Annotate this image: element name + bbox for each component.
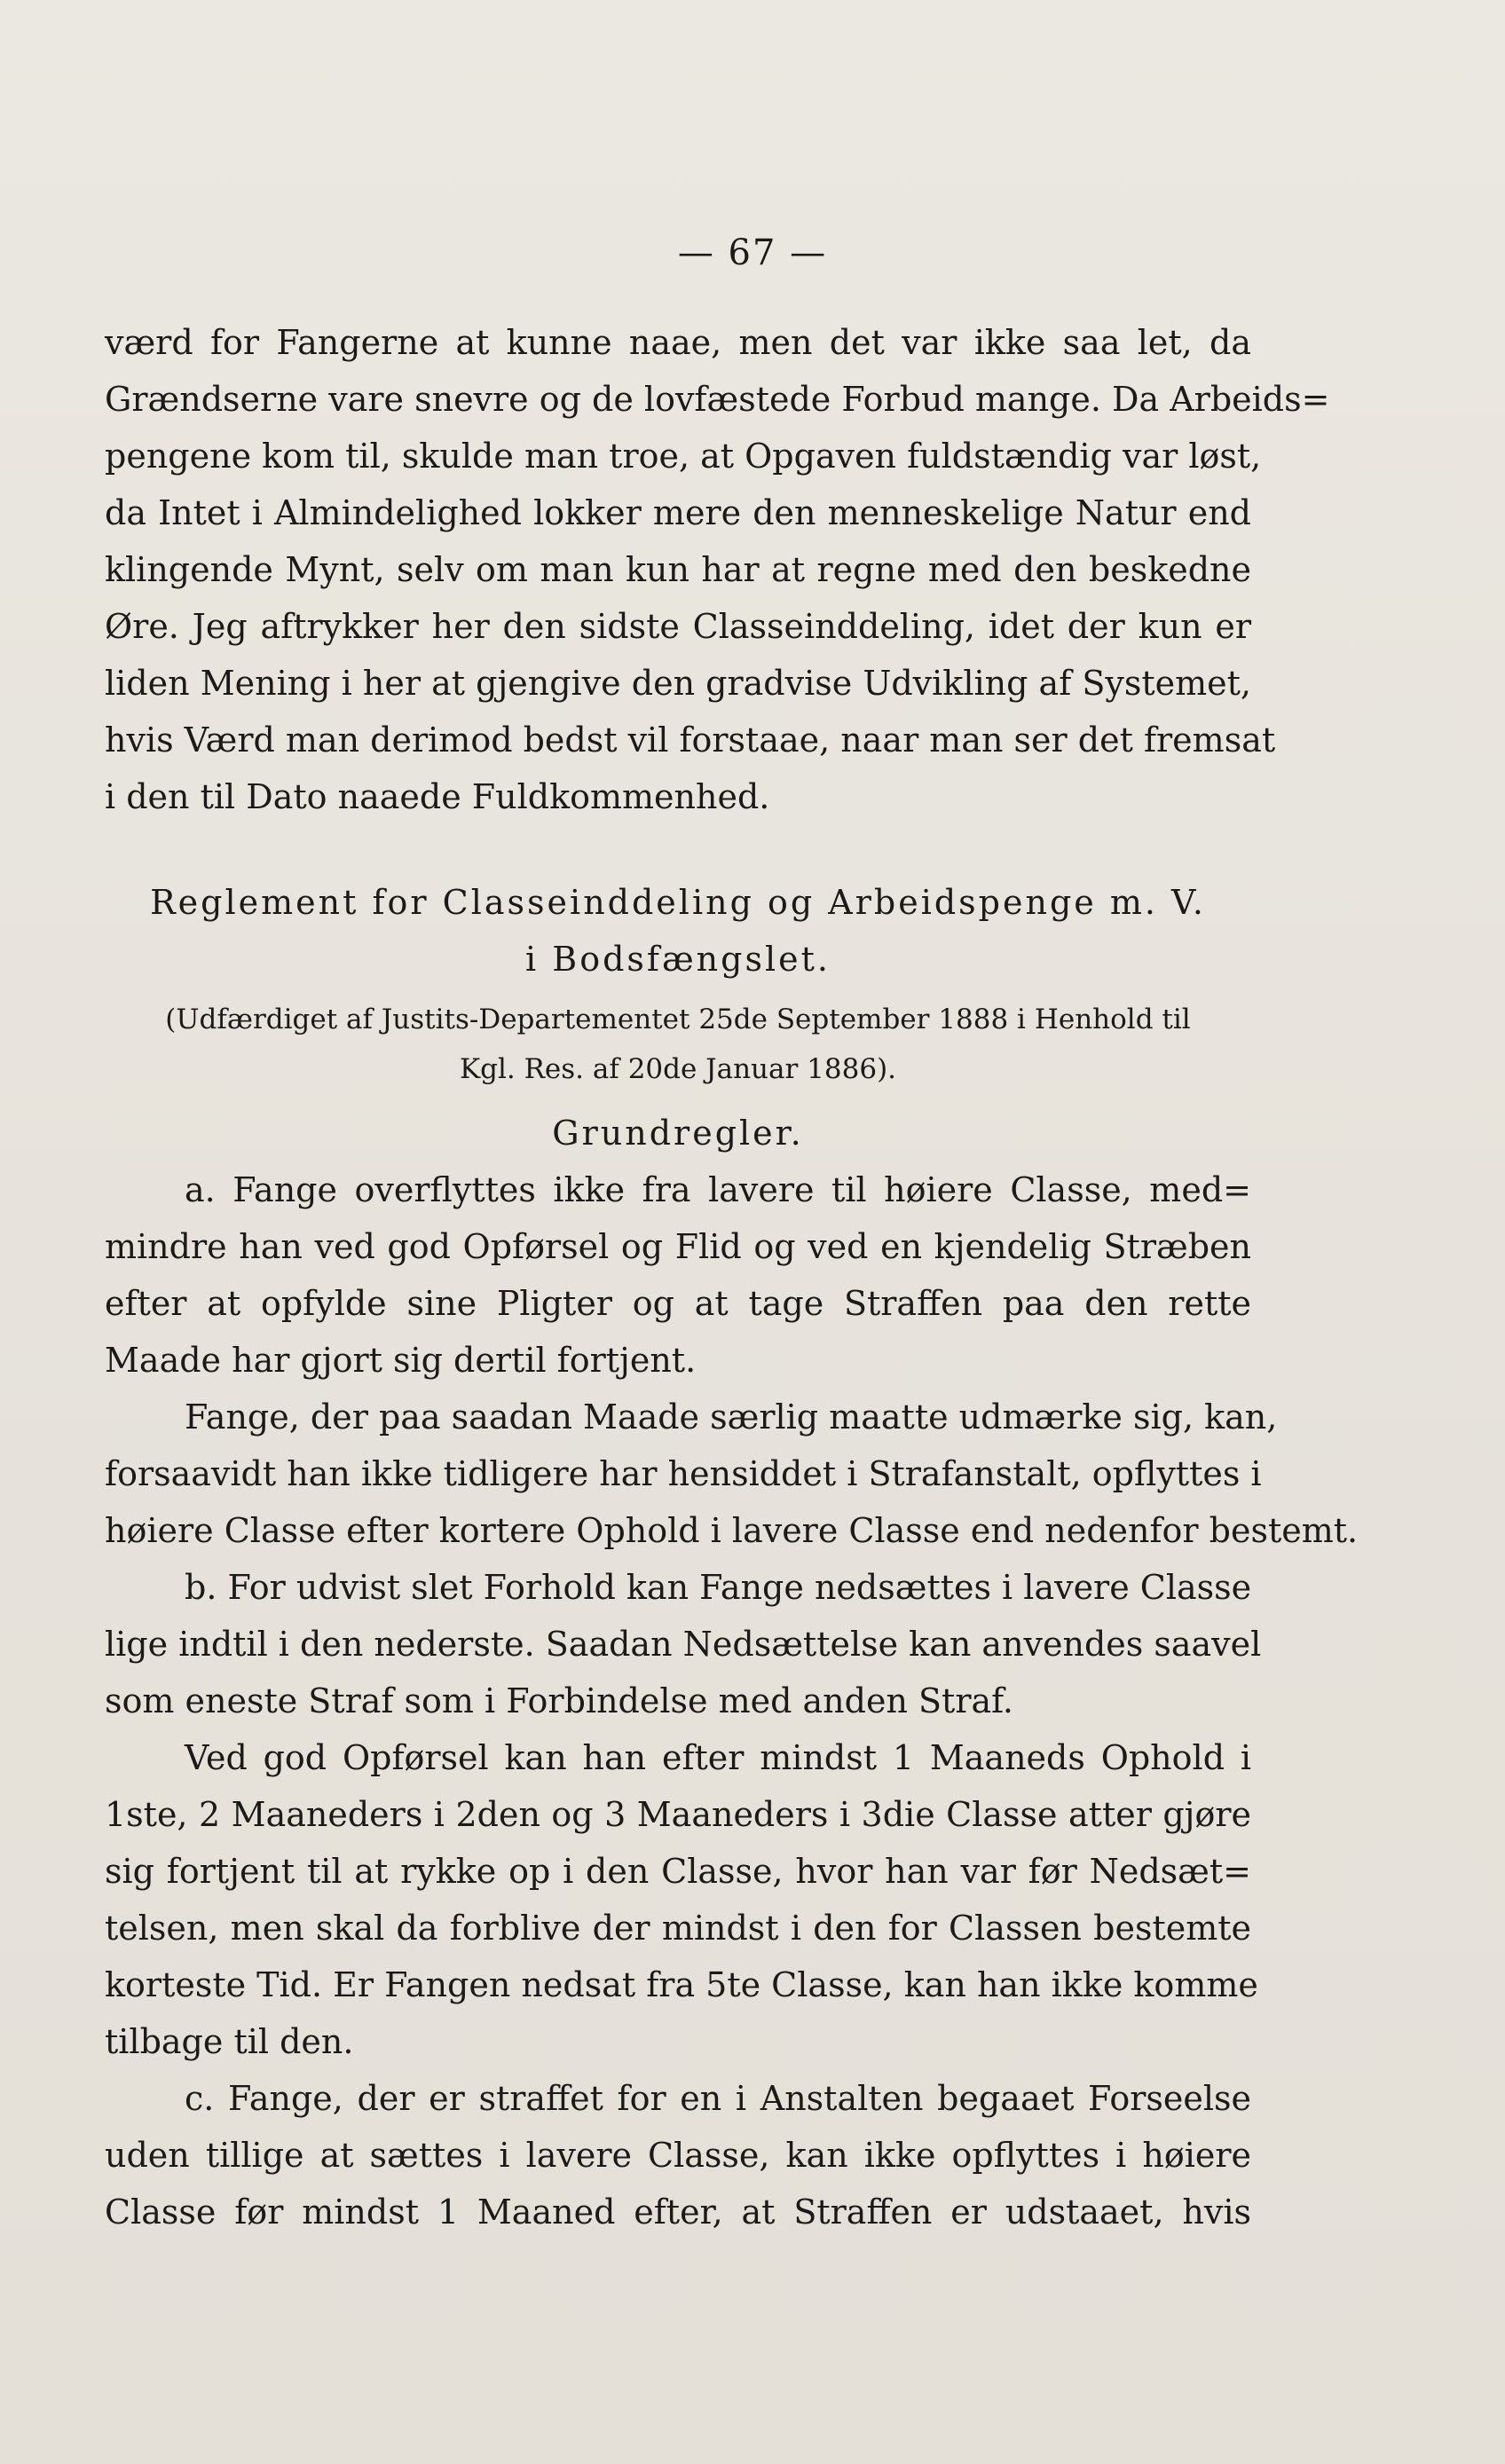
text-line: Øre. Jeg aftrykker her den sidste Classeinddeling, idet der kun er (105, 607, 1251, 646)
page-number: — 67 — (677, 232, 828, 273)
text-line: værd for Fangerne at kunne naae, men det var ikke saa let, da (105, 323, 1251, 362)
text-line: liden Mening i her at gjengive den gradvise Udvikling af Systemet, (105, 664, 1251, 703)
text-line: Maade har gjort sig dertil fortjent. (105, 1341, 697, 1380)
text-line: korteste Tid. Er Fangen nedsat fra 5te Classe, kan han ikke komme (105, 1965, 1258, 2004)
text-line: tilbage til den. (105, 2022, 354, 2061)
reglement-heading (105, 874, 1251, 1161)
intro-paragraph (105, 314, 1330, 825)
text-line: lige indtil i den nederste. Saadan Nedsættelse kan anvendes saavel (105, 1625, 1262, 1664)
text-line: Fange, der paa saadan Maade særlig maatte udmærke sig, kan, (185, 1397, 1278, 1437)
section-title: Reglement for Classeinddeling og Arbeidspenge m. V. (150, 883, 1206, 922)
text-line: forsaavidt han ikke tidligere har hensiddet i Strafanstalt, opflyttes i (105, 1454, 1262, 1493)
text-line: Ved god Opførsel kan han efter mindst 1 Maaneds Ophold i (185, 1738, 1251, 1777)
decree-note: (Udfærdiget af Justits-Departementet 25de September 1888 i Henhold til (165, 1004, 1191, 1035)
subsection-heading: Grundregler. (552, 1114, 804, 1153)
text-line: i den til Dato naaede Fuldkommenhed. (105, 777, 770, 816)
text-line: pengene kom til, skulde man troe, at Opgaven fuldstændig var løst, (105, 437, 1262, 476)
text-line: 1ste, 2 Maaneders i 2den og 3 Maaneders i 3die Classe atter gjøre (105, 1795, 1251, 1834)
decree-note: Kgl. Res. af 20de Januar 1886). (459, 1053, 897, 1085)
text-line: Classe før mindst 1 Maaned efter, at Straffen er udstaaet, hvis (105, 2192, 1251, 2232)
text-line: høiere Classe efter kortere Ophold i lavere Classe end nedenfor bestemt. (105, 1511, 1359, 1550)
text-line: c. Fange, der er straffet for en i Anstalten begaaet Forseelse (185, 2079, 1251, 2118)
text-line: b. For udvist slet Forhold kan Fange nedsættes i lavere Classe (185, 1568, 1252, 1607)
text-line: da Intet i Almindelighed lokker mere den menneskelige Natur end (105, 493, 1251, 532)
text-line: telsen, men skal da forblive der mindst i den for Classen bestemte (105, 1909, 1251, 1948)
text-line: klingende Mynt, selv om man kun har at regne med den beskedne (105, 550, 1251, 589)
text-line: hvis Værd man derimod bedst vil forstaae, naar man ser det fremsat (105, 720, 1276, 760)
text-line: sig fortjent til at rykke op i den Classe, hvor han var før Nedsæt= (105, 1852, 1251, 1891)
text-line: mindre han ved god Opførsel og Flid og ved en kjendelig Stræben (105, 1227, 1251, 1266)
text-line: uden tillige at sættes i lavere Classe, kan ikke opflyttes i høiere (105, 2136, 1251, 2175)
text-line: Grændserne vare snevre og de lovfæstede Forbud mange. Da Arbeids= (105, 380, 1330, 419)
rules-body (105, 1161, 1359, 2240)
text-line: a. Fange overflyttes ikke fra lavere til høiere Classe, med= (185, 1170, 1251, 1209)
text-line: efter at opfylde sine Pligter og at tage Straffen paa den rette (105, 1284, 1251, 1323)
text-line: som eneste Straf som i Forbindelse med anden Straf. (105, 1681, 1013, 1720)
section-title: i Bodsfængslet. (525, 940, 831, 979)
